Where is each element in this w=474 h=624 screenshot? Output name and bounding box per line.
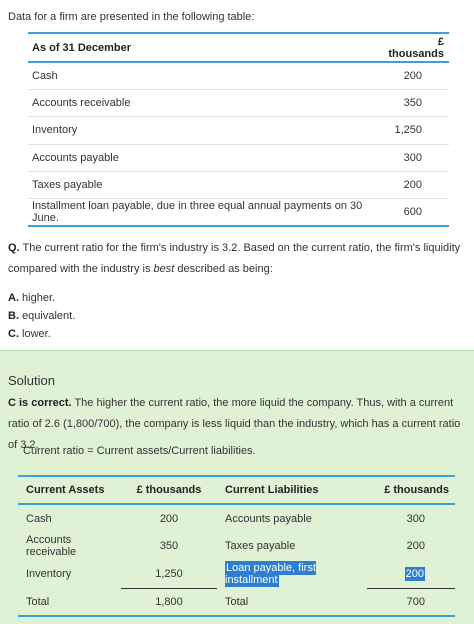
row-label: Accounts receivable: [28, 89, 376, 116]
selected-text[interactable]: Loan payable, first installment: [225, 562, 316, 586]
asset-value: 200: [159, 512, 179, 525]
row-label: Cash: [28, 62, 376, 89]
table-header-row: [28, 33, 449, 62]
row-label: Taxes payable: [28, 172, 376, 199]
choice-text: lower.: [19, 328, 51, 340]
asset-label: Accounts receivable: [26, 534, 77, 558]
table-row: [18, 560, 455, 588]
column-header: Current Liabilities: [217, 476, 367, 504]
table-row: [18, 532, 455, 560]
column-header: £ thousands: [121, 476, 217, 504]
choice-letter: A.: [8, 292, 19, 304]
row-label: Accounts payable: [28, 144, 376, 171]
current-ratio-formula: Current ratio = Current assets/Current liabilities.: [23, 445, 256, 457]
table-row: [18, 504, 455, 532]
current-ratio-table: [18, 475, 455, 617]
choice-c[interactable]: [8, 325, 75, 343]
liability-value: 300: [406, 512, 425, 525]
total-row: [18, 588, 455, 616]
column-header: £ thousands: [376, 33, 449, 62]
column-header: As of 31 December: [28, 33, 376, 62]
row-value: 600: [376, 199, 449, 226]
liability-label: Taxes payable: [225, 540, 296, 552]
row-value: 200: [376, 62, 449, 89]
asset-label: Inventory: [26, 568, 72, 580]
solution-body: The higher the current ratio, the more liquid the company. Thus, with a current ratio of 2.6 (1,800/700), the company is less liquid than the industry, which has a current ratio of 3.2.: [8, 397, 461, 451]
liability-label: Accounts payable: [225, 512, 312, 525]
choice-b[interactable]: [8, 307, 75, 325]
row-value: 300: [376, 144, 449, 171]
choice-letter: C.: [8, 328, 19, 340]
intro-text: Data for a firm are presented in the following table:: [8, 11, 255, 23]
liability-value: [367, 560, 455, 588]
table-row: [28, 117, 449, 144]
solution-verdict: C is correct.: [8, 397, 72, 409]
table-row: [28, 172, 449, 199]
solution-title: Solution: [8, 373, 55, 388]
table-row: [28, 199, 449, 226]
choice-text: equivalent.: [19, 310, 76, 322]
table-row: [28, 62, 449, 89]
question-prefix: Q.: [8, 242, 20, 254]
solution-panel: [0, 350, 474, 624]
row-value: 200: [376, 172, 449, 199]
question-body: The current ratio for the firm's industry is 3.2. Based on the current ratio, the firm's liquidity compared with the industry is: [8, 242, 461, 275]
asset-value: 1,250: [155, 567, 183, 580]
table-row: [28, 89, 449, 116]
row-value: 350: [376, 89, 449, 116]
total-label: Total: [18, 588, 121, 616]
total-assets-value: 1,800: [121, 588, 217, 616]
table-header-row: [18, 476, 455, 504]
asset-label: Cash: [26, 512, 52, 525]
liability-value: 200: [406, 540, 425, 552]
selected-text[interactable]: 200: [405, 567, 424, 580]
column-header: Current Assets: [18, 476, 121, 504]
total-liabilities-value: 700: [367, 588, 455, 616]
row-label: Inventory: [28, 117, 376, 144]
row-value: 1,250: [376, 117, 449, 144]
question-emphasis: best: [153, 263, 175, 275]
firm-data-table: [28, 32, 449, 227]
table-row: [28, 144, 449, 171]
asset-value: 350: [159, 540, 179, 552]
choice-letter: B.: [8, 310, 19, 322]
column-header: £ thousands: [367, 476, 455, 504]
answer-choices: [8, 289, 75, 343]
choice-text: higher.: [19, 292, 56, 304]
liability-label: [217, 560, 367, 588]
question-body-end: described as being:: [174, 263, 273, 275]
row-label: Installment loan payable, due in three equal annual payments on 30 June.: [28, 199, 376, 226]
choice-a[interactable]: [8, 289, 75, 307]
question-text: [8, 238, 470, 280]
total-label: Total: [217, 588, 367, 616]
